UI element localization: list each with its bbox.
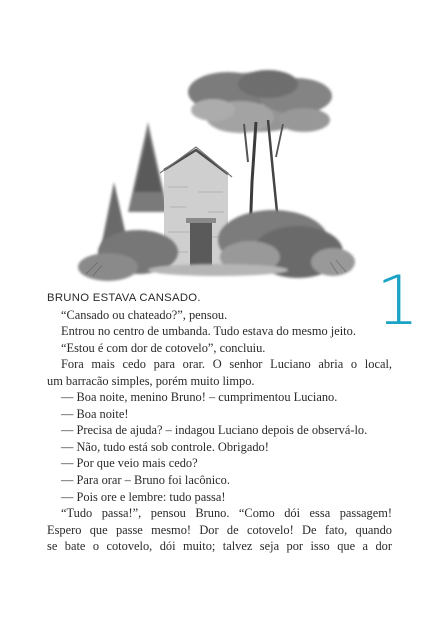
dialogue-line: — Pois ore e lembre: tudo passa! (61, 489, 226, 504)
text-line: “Estou é com dor de cotovelo”, concluiu. (61, 340, 266, 355)
text-line: Entrou no centro de umbanda. Tudo estava do mesmo jeito. (61, 324, 356, 339)
dialogue-line: — Para orar – Bruno foi lacônico. (61, 473, 230, 488)
text-line: “Cansado ou chateado?”, pensou. (61, 307, 228, 322)
cottage-illustration (68, 62, 358, 284)
dialogue-line: — Não, tudo está sob controle. Obrigado! (61, 439, 269, 454)
text-line: Fora mais cedo para orar. O senhor Luciano abria o local, (61, 357, 392, 372)
opening-line: BRUNO ESTAVA CANSADO. (47, 292, 201, 304)
dialogue-line: — Boa noite! (61, 406, 129, 421)
dialogue-line: — Boa noite, menino Bruno! – cumprimentou Luciano. (61, 390, 338, 405)
text-line: um barracão simples, porém muito limpo. (47, 373, 255, 388)
dialogue-line: — Por que veio mais cedo? (61, 456, 198, 471)
dialogue-line: — Precisa de ajuda? – indagou Luciano depois de observá-lo. (61, 423, 368, 438)
text-line: se bate o cotovelo, dói muito; talvez seja por isso que a dor (47, 539, 392, 554)
chapter-text (47, 290, 392, 555)
text-line: Espero que passe mesmo! Dor de cotovelo! De fato, quando (47, 522, 392, 537)
chapter-number: 1 (376, 262, 420, 341)
text-line: “Tudo passa!”, pensou Bruno. “Como dói essa passagem! (61, 506, 392, 521)
